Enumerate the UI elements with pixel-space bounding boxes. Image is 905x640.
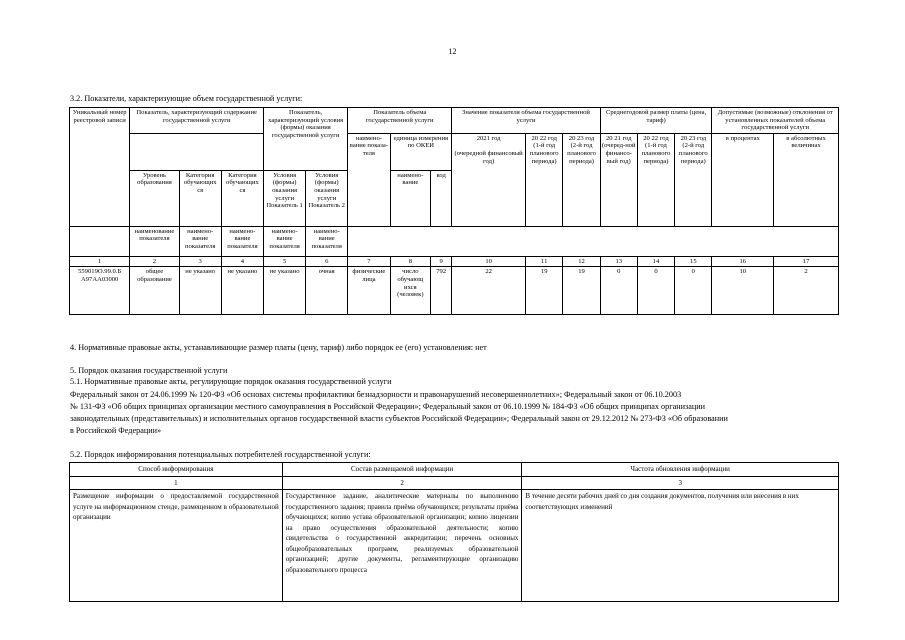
header-condition-1: Условия (формы) оказания услуги Показатель 1 bbox=[264, 170, 306, 226]
header-okei-unit: единица измерения по ОКЕИ bbox=[390, 133, 452, 170]
cell-deviation-percent: 10 bbox=[712, 267, 774, 315]
cell-education-level: общее образование bbox=[130, 267, 179, 315]
header-average-fee: Среднегодовой размер платы (цена, тариф) bbox=[600, 108, 712, 134]
column-number: 7 bbox=[348, 256, 390, 267]
header-allowed-deviation: Допустимые (возможные) отклонения от установленных показателей объема государственной услуги bbox=[712, 108, 839, 134]
cell-value-2021: 22 bbox=[452, 267, 526, 315]
column-number: 12 bbox=[563, 256, 600, 267]
cell-fee-2021: 0 bbox=[600, 267, 637, 315]
cell-frequency: В течение десяти рабочих дней со дня создания документов, получения или внесения в них соответствующих изменений bbox=[522, 490, 839, 602]
law-line-4: в Российской Федерации» bbox=[70, 426, 162, 435]
header-condition-2: Условия (формы) оказания услуги Показатель 2 bbox=[306, 170, 348, 226]
header-content: Состав размещаемой информации bbox=[282, 463, 522, 477]
year-sub: (очередной финансовый год) bbox=[454, 149, 523, 165]
header-volume-indicator: Показатель объема государственной услуги bbox=[348, 108, 452, 134]
header-ind-name: наимено-вание показателя bbox=[179, 226, 221, 256]
column-number: 5 bbox=[264, 256, 306, 267]
column-number: 13 bbox=[600, 256, 637, 267]
column-number: 10 bbox=[452, 256, 526, 267]
header-frequency: Частота обновления информации bbox=[522, 463, 839, 477]
cell-unit-code: 792 bbox=[431, 267, 452, 315]
header-volume-value: Значение показателя объема государственной услуги bbox=[452, 108, 601, 134]
cell-value-2023: 19 bbox=[563, 267, 600, 315]
cell-condition-2: очная bbox=[306, 267, 348, 315]
header-ind-name: наимено-вание показателя bbox=[264, 226, 306, 256]
table-row bbox=[70, 267, 839, 315]
year-label: 20 23 год bbox=[568, 134, 595, 142]
header-year-2021 bbox=[452, 133, 526, 226]
header-fee-2023 bbox=[675, 133, 712, 226]
section-4-text: 4. Нормативные правовые акты, устанавливающие размер платы (цену, тариф) либо порядок ее (его) установления: нет bbox=[70, 343, 487, 352]
header-ind-name: наимено-вание показателя bbox=[306, 226, 348, 256]
column-number: 1 bbox=[70, 476, 283, 490]
page-number: 12 bbox=[448, 47, 457, 56]
cell-category-1: не указано bbox=[179, 267, 221, 315]
header-fee-2022 bbox=[637, 133, 674, 226]
year-sub: (2-й год планового периода) bbox=[678, 142, 708, 165]
header-spacer bbox=[70, 226, 130, 256]
volume-indicators-table bbox=[69, 107, 839, 315]
year-sub: (1-й год планового периода) bbox=[641, 142, 671, 165]
year-label: 20 22 год bbox=[643, 134, 669, 142]
column-number: 9 bbox=[431, 256, 452, 267]
section-5-title: 5. Порядок оказания государственной услуги bbox=[70, 366, 228, 375]
header-conditions-indicator: Показатель, характеризующий условия (формы) оказания государственной услуги bbox=[264, 108, 348, 171]
cell-indicator-name: физические лица bbox=[348, 267, 390, 315]
year-label: 20 23 год bbox=[680, 134, 707, 142]
header-spacer bbox=[348, 226, 839, 256]
section-3-2-title: 3.2. Показатели, характеризующие объем государственной услуги: bbox=[70, 94, 303, 103]
column-number: 14 bbox=[637, 256, 674, 267]
header-student-category-1: Категория обучающих ся bbox=[179, 170, 221, 226]
header-indicator-name: наимено-вание показа-теля bbox=[348, 133, 390, 226]
header-unique-number: Уникальный номер реестровой записи bbox=[70, 108, 130, 227]
header-education-level: Уровень образования bbox=[130, 170, 179, 226]
column-numbers-row bbox=[70, 256, 839, 267]
cell-value-2022: 19 bbox=[526, 267, 563, 315]
header-absolute: в абсолютных величинах bbox=[774, 133, 839, 226]
column-number: 2 bbox=[130, 256, 179, 267]
header-content-indicator: Показатель, характеризующий содержание государственной услуги bbox=[130, 108, 264, 134]
cell-unit-name: число обучающ ихся (человек) bbox=[390, 267, 431, 315]
cell-registry-number: 559019О.99.0.Б А97АА03000 bbox=[70, 267, 130, 315]
year-sub: (2-й год планового периода) bbox=[567, 142, 596, 165]
header-ind-name: наимено-вание показателя bbox=[221, 226, 263, 256]
law-line-3: законодательных (представительных) и исполнительных органов государственной власти субъектов Российской Федерации»; Федеральный закон от 29.12.2012 № 273-ФЗ «Об образовании bbox=[70, 414, 728, 423]
cell-fee-2023: 0 bbox=[675, 267, 712, 315]
section-5-1-title: 5.1. Нормативные правовые акты, регулирующие порядок оказания государственной услуги bbox=[70, 377, 392, 386]
column-number: 3 bbox=[179, 256, 221, 267]
section-5-2-title: 5.2. Порядок информирования потенциальных потребителей государственной услуги: bbox=[70, 450, 371, 459]
year-label: 20 22 год bbox=[531, 134, 557, 142]
column-number: 1 bbox=[70, 256, 130, 267]
year-label: 20 21 год bbox=[606, 134, 632, 142]
header-content-spacer bbox=[130, 133, 264, 170]
header-percent: в процентах bbox=[712, 133, 774, 226]
column-number: 6 bbox=[306, 256, 348, 267]
header-student-category-2: Категория обучающих ся bbox=[221, 170, 263, 226]
header-year-2022 bbox=[526, 133, 563, 226]
cell-deviation-absolute: 2 bbox=[774, 267, 839, 315]
law-line-1: Федеральный закон от 24.06.1999 № 120-ФЗ «Об основах системы профилактики безнадзорности и правонарушений несовершеннолетних»; Федеральный закон от 06.10.2003 bbox=[70, 390, 682, 399]
column-number: 11 bbox=[526, 256, 563, 267]
header-unit-code: код bbox=[431, 170, 452, 226]
cell-content: Государственное задание, аналитические материалы по выполнению государственного задания; правила приёма обучающихся; результаты приёма обучающихся; копию устава образовательной организации; копию лицензии на право осуществления образовательной деятельности; копию свидетельства о государственной аккредитации; перечень основных общеобразовательных программ, реализуемых образовательной организацией; другие документы, регламентирующие организацию образовательного процесса bbox=[282, 490, 522, 602]
cell-method: Размещение информации о предоставляемой государственной услуге на информационном стенде, размещенном в образовательной организации bbox=[70, 490, 283, 602]
table-row bbox=[70, 490, 839, 602]
column-number: 15 bbox=[675, 256, 712, 267]
year-label: 2021 год bbox=[476, 134, 501, 142]
header-method: Способ информирования bbox=[70, 463, 283, 477]
column-number: 4 bbox=[221, 256, 263, 267]
year-sub: (1-й год планового периода) bbox=[529, 142, 559, 165]
header-fee-2021 bbox=[600, 133, 637, 226]
informing-table bbox=[69, 462, 839, 602]
cell-condition-1: не указано bbox=[264, 267, 306, 315]
year-sub: (очеред-ной финансо-вый год) bbox=[601, 142, 636, 165]
cell-category-2: не указано bbox=[221, 267, 263, 315]
header-ind-name: наименование показателя bbox=[130, 226, 179, 256]
column-number: 16 bbox=[712, 256, 774, 267]
column-number: 17 bbox=[774, 256, 839, 267]
cell-fee-2022: 0 bbox=[637, 267, 674, 315]
column-number: 3 bbox=[522, 476, 839, 490]
header-unit-name: наимено-вание bbox=[390, 170, 431, 226]
law-line-2: № 131-ФЗ «Об общих принципах организации местного самоуправления в Российской Федерации»; Федеральный закон от 06.10.1999 № 184-ФЗ «Об общих принципах организации bbox=[70, 402, 706, 411]
column-number: 2 bbox=[282, 476, 522, 490]
column-number: 8 bbox=[390, 256, 431, 267]
header-year-2023 bbox=[563, 133, 600, 226]
